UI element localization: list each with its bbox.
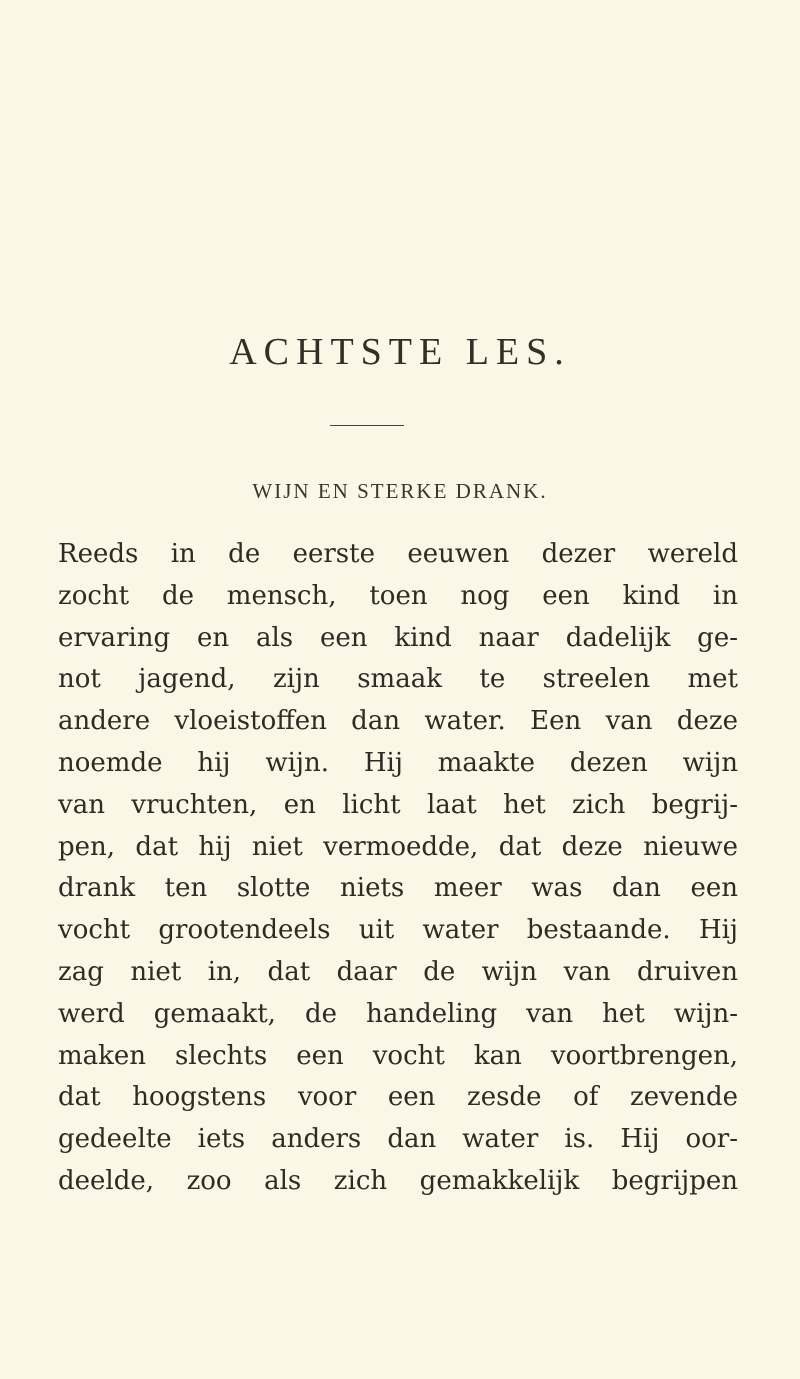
text-line: maken slechts een vocht kan voortbrengen,	[58, 1040, 738, 1071]
text-line: dat hoogstens voor een zesde of zevende	[58, 1082, 738, 1113]
chapter-title: ACHTSTE LES.	[229, 331, 571, 373]
text-line: drank ten slotte niets meer was dan een	[58, 873, 738, 904]
text-line: andere vloeistoffen dan water. Een van deze	[58, 706, 738, 737]
chapter-subtitle: WIJN EN STERKE DRANK.	[252, 479, 548, 503]
title-divider	[330, 425, 404, 426]
text-line: ervaring en als een kind naar dadelijk ge-	[58, 622, 738, 653]
text-line: van vruchten, en licht laat het zich begrij-	[58, 789, 738, 820]
text-line: pen, dat hij niet vermoedde, dat deze nieuwe	[58, 831, 738, 862]
text-line: noemde hij wijn. Hij maakte dezen wijn	[58, 747, 738, 778]
text-line: zocht de mensch, toen nog een kind in	[58, 580, 738, 611]
body-paragraph	[58, 534, 738, 1203]
text-line: werd gemaakt, de handeling van het wijn-	[58, 998, 738, 1029]
text-line: vocht grootendeels uit water bestaande. Hij	[58, 915, 738, 946]
text-line: deelde, zoo als zich gemakkelijk begrijpen	[58, 1165, 738, 1196]
text-line: gedeelte iets anders dan water is. Hij oor-	[58, 1124, 738, 1155]
text-line: not jagend, zijn smaak te streelen met	[58, 664, 738, 695]
text-line: Reeds in de eerste eeuwen dezer wereld	[58, 539, 738, 569]
text-line: zag niet in, dat daar de wijn van druiven	[58, 956, 738, 987]
